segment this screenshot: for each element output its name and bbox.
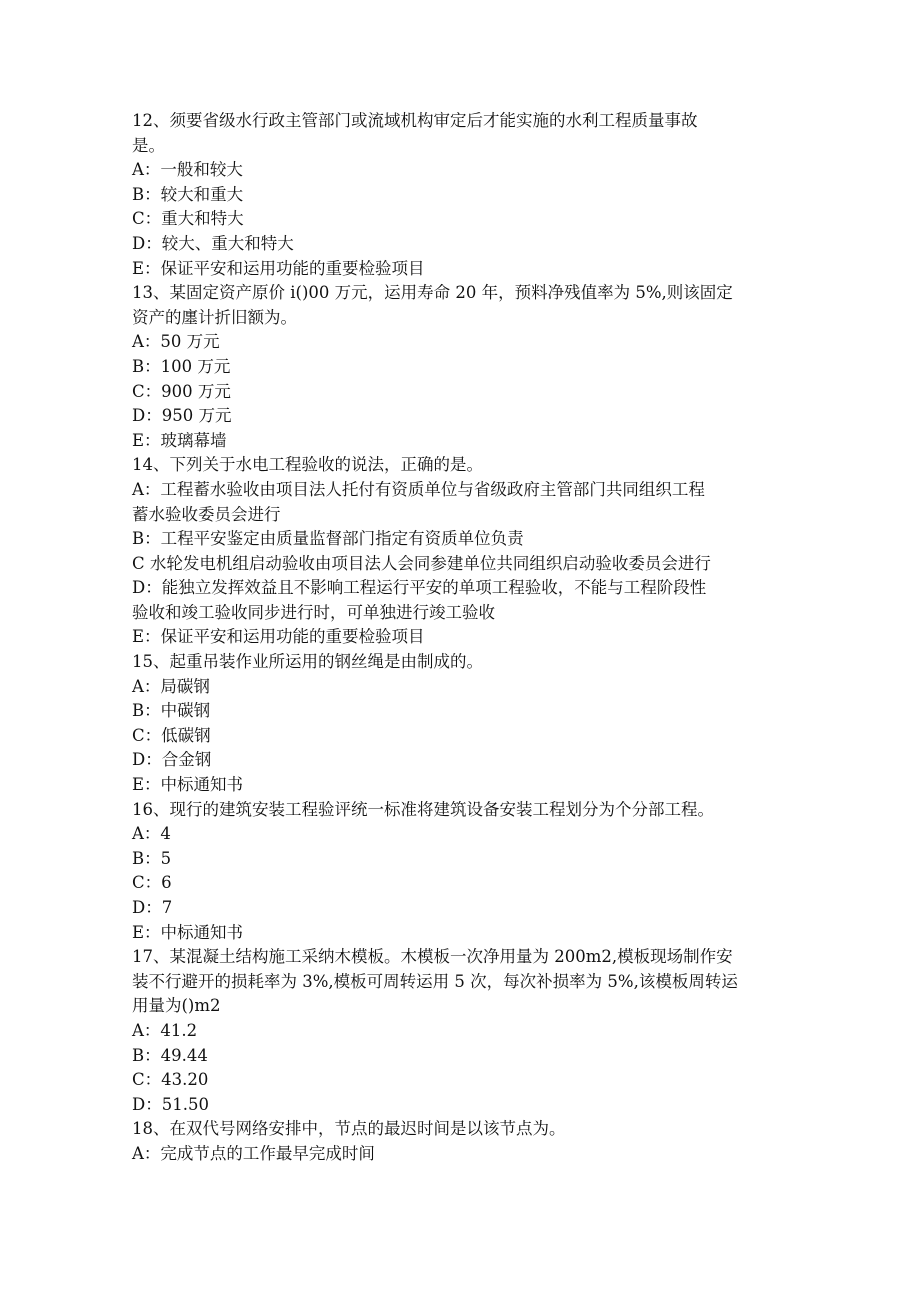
question-18-option-a: A：完成节点的工作最早完成时间: [132, 1143, 375, 1163]
question-16-option-e: E：中标通知书: [132, 922, 244, 942]
question-15-option-c: C：低碳钢: [132, 725, 211, 745]
question-15-stem: 15、起重吊装作业所运用的钢丝绳是由制成的。: [132, 652, 483, 672]
question-14-option-c: C 水轮发电机组启动验收由项目法人会同参建单位共同组织启动验收委员会进行: [132, 553, 711, 573]
question-12-option-a: A：一般和较大: [132, 160, 243, 180]
question-12-option-b: B：较大和重大: [132, 184, 244, 204]
question-12-option-e: E：保证平安和运用功能的重要检验项目: [132, 258, 425, 278]
question-15-option-e: E：中标通知书: [132, 775, 244, 795]
question-17-option-b: B：49.44: [132, 1045, 208, 1065]
question-16-option-c: C：6: [132, 873, 172, 893]
question-17-option-a: A：41.2: [132, 1020, 198, 1040]
question-13-option-b: B：100 万元: [132, 356, 231, 376]
question-17-stem-line-2: 装不行避开的损耗率为 3%,模板可周转运用 5 次，每次补损率为 5%,该模板周转运: [132, 971, 738, 991]
question-14-option-a-line-1: A：工程蓄水验收由项目法人托付有资质单位与省级政府主管部门共同组织工程: [132, 479, 705, 499]
question-15-option-a: A：局碳钢: [132, 676, 210, 696]
question-16-option-a: A：4: [132, 824, 171, 844]
question-14-option-e: E：保证平安和运用功能的重要检验项目: [132, 627, 425, 647]
question-16-stem: 16、现行的建筑安装工程验评统一标准将建筑设备安装工程划分为个分部工程。: [132, 799, 714, 819]
question-12-stem-line-1: 12、须要省级水行政主管部门或流域机构审定后才能实施的水利工程质量事故: [132, 111, 698, 130]
question-17-option-d: D：51.50: [132, 1094, 209, 1114]
question-16-option-b: B：5: [132, 848, 172, 868]
question-16-option-d: D：7: [132, 898, 173, 917]
question-15-option-b: B：中碳钢: [132, 701, 211, 721]
question-13-option-d: D：950 万元: [132, 406, 232, 426]
question-12-option-c: C：重大和特大: [132, 209, 244, 229]
question-13-stem-line-1: 13、某固定资产原价 i()00 万元，运用寿命 20 年，预料净残值率为 5%,则该固定: [132, 283, 733, 303]
document-body: [132, 109, 802, 1167]
question-14-option-b: B：工程平安鉴定由质量监督部门指定有资质单位负责: [132, 529, 524, 549]
question-17-option-c: C：43.20: [132, 1070, 209, 1090]
question-18-stem: 18、在双代号网络安排中，节点的最迟时间是以该节点为。: [132, 1119, 566, 1139]
question-14-option-a-line-2: 蓄水验收委员会进行: [132, 504, 281, 524]
question-13-option-c: C：900 万元: [132, 381, 231, 401]
question-13-option-a: A：50 万元: [132, 332, 220, 352]
question-14-stem: 14、下列关于水电工程验收的说法，正确的是。: [132, 455, 483, 475]
question-14-option-d-line-1: D：能独立发挥效益且不影响工程运行平安的单项工程验收，不能与工程阶段性: [132, 578, 707, 598]
question-14-option-d-line-2: 验收和竣工验收同步进行时，可单独进行竣工验收: [132, 602, 495, 622]
question-13-option-e: E：玻璃幕墙: [132, 430, 227, 450]
question-15-option-d: D：合金钢: [132, 750, 212, 770]
question-13-stem-line-2: 资产的廛计折旧额为。: [132, 307, 297, 327]
question-17-stem-line-1: 17、某混凝土结构施工采纳木模板。木模板一次净用量为 200m2,模板现场制作安: [132, 947, 733, 967]
question-12-stem-line-2: 是。: [132, 135, 165, 155]
question-17-stem-line-3: 用量为()m2: [132, 996, 221, 1016]
question-12-option-d: D：较大、重大和特大: [132, 233, 294, 253]
